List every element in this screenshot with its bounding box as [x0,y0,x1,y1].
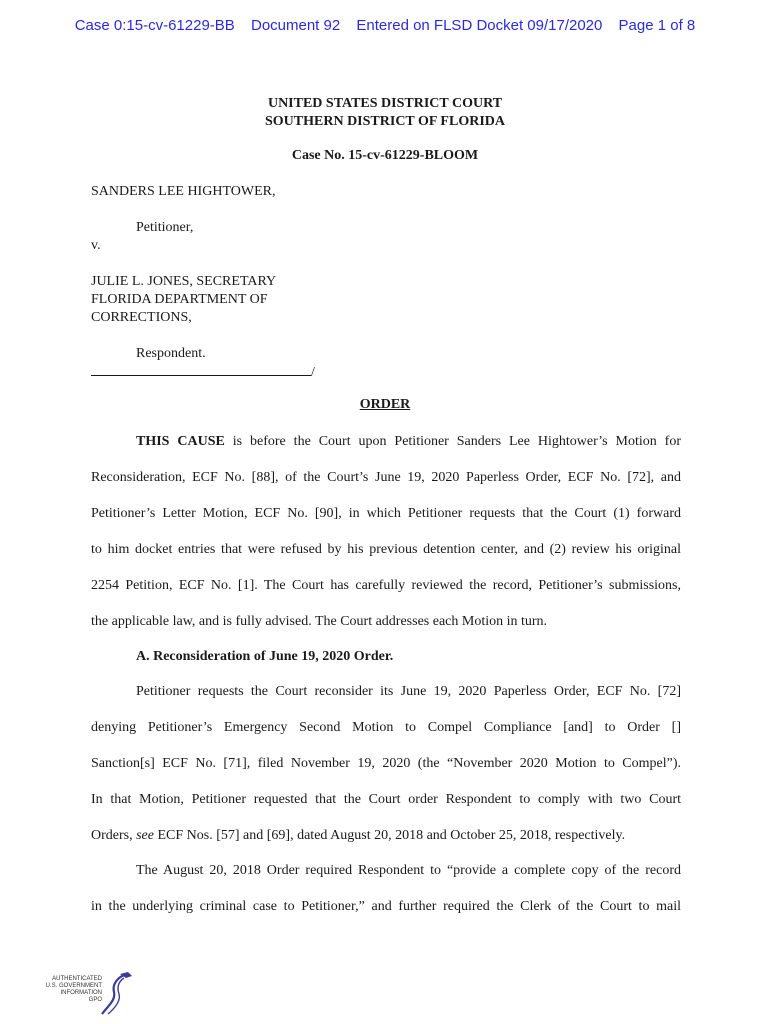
docket-page-number: Page 1 of 8 [618,17,696,34]
this-cause-lead: THIS CAUSE [136,434,225,449]
para1-line1 [136,434,681,450]
court-name [0,95,770,131]
respondent-line2: FLORIDA DEPARTMENT OF [91,292,268,307]
eagle-icon [98,970,134,1018]
gpo-authenticated-logo [40,968,140,1020]
para2-line2: denying Petitioner’s Emergency Second Motion to Compel Compliance [and] to Order [] [91,720,681,735]
gpo-logo-line3: INFORMATION [60,990,102,996]
para2-line5 [91,828,681,844]
para1-line5: 2254 Petition, ECF No. [1]. The Court has carefully reviewed the record, Petitioner’s submissions, [91,578,681,593]
versus: v. [91,238,101,253]
caption-rule [91,363,315,382]
respondent-line1: JULIE L. JONES, SECRETARY [91,274,277,289]
gpo-logo-line1: AUTHENTICATED [52,976,102,982]
docket-entered-date: Entered on FLSD Docket 09/17/2020 [356,17,603,34]
respondent-role: Respondent. [136,346,206,361]
section-a-heading: A. Reconsideration of June 19, 2020 Order. [136,649,394,664]
para1-line2: Reconsideration, ECF No. [88], of the Court’s June 19, 2020 Paperless Order, ECF No. [72], and [91,470,681,485]
para3-line1: The August 20, 2018 Order required Respondent to “provide a complete copy of the record [136,863,681,878]
docket-case-number: Case 0:15-cv-61229-BB [74,17,235,34]
para3-line2: in the underlying criminal case to Petitioner,” and further required the Clerk of the Court to mail [91,899,681,914]
para2-line5-post: ECF Nos. [57] and [69], dated August 20, 2018 and October 25, 2018, respectively. [154,828,626,843]
para2-line3: Sanction[s] ECF No. [71], filed November 19, 2020 (the “November 2020 Motion to Compel”). [91,756,681,771]
para1-line4: to him docket entries that were refused by his previous detention center, and (2) review his original [91,542,681,557]
docket-header-stamp [0,17,770,34]
order-title: ORDER [359,397,411,412]
para2-line4: In that Motion, Petitioner requested that the Court order Respondent to comply with two Court [91,792,681,807]
para1-line1-text: is before the Court upon Petitioner Sanders Lee Hightower’s Motion for [224,434,682,449]
gpo-logo-line2: U.S. GOVERNMENT [45,983,102,989]
para2-line5-see: see [136,828,154,843]
docket-document-number: Document 92 [250,17,341,34]
para2-line1: Petitioner requests the Court reconsider its June 19, 2020 Paperless Order, ECF No. [72] [136,684,681,699]
case-number: Case No. 15-cv-61229-BLOOM [291,148,479,163]
para2-line5-pre: Orders, [91,828,137,843]
caption-underline [91,363,311,376]
case-caption [91,183,315,382]
respondent-line3: CORRECTIONS, [91,310,192,325]
gpo-logo-text [40,976,102,1004]
para1-line6: the applicable law, and is fully advised. The Court addresses each Motion in turn. [91,614,548,629]
petitioner-role: Petitioner, [136,220,194,235]
petitioner-name: SANDERS LEE HIGHTOWER, [91,184,276,199]
court-name-line2: SOUTHERN DISTRICT OF FLORIDA [265,114,505,129]
caption-slash: / [311,365,315,380]
gpo-logo-line4: GPO [88,997,102,1003]
para1-line3: Petitioner’s Letter Motion, ECF No. [90], in which Petitioner requests that the Court (1) forward [91,506,681,521]
court-name-line1: UNITED STATES DISTRICT COURT [267,96,503,111]
